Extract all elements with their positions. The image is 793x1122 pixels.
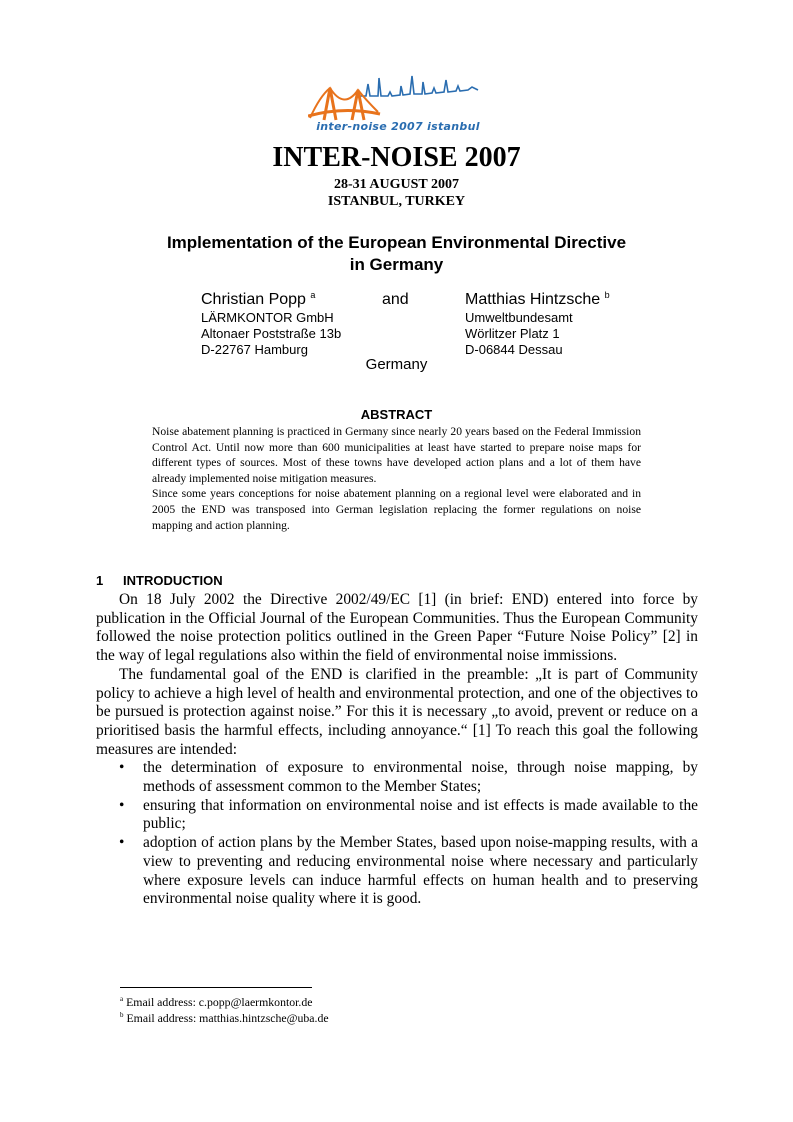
abstract-paragraph-1: Noise abatement planning is practiced in Germany since nearly 20 years based on the Federal Immission Control Act. Until now more than 600 municipalities at least have started to prepare noise maps for different types of sources. Most of these towns have developed action plans and a lot of them have already implemented noise mitigation measures.: [152, 425, 641, 485]
author-conjunction: and: [382, 291, 409, 308]
footnote-b-text: Email address: matthias.hintzsche@uba.de: [126, 1011, 329, 1025]
footnote-b: [120, 1011, 329, 1026]
section-body: [96, 591, 698, 909]
section-number: 1: [96, 573, 104, 588]
author1-mark: a: [310, 290, 316, 300]
abstract-heading: ABSTRACT: [360, 407, 433, 422]
logo-text: inter-noise 2007 istanbul: [316, 120, 480, 133]
author2-org: Umweltbundesamt: [465, 310, 573, 325]
conference-title: INTER-NOISE 2007: [272, 142, 521, 173]
author2-mark: b: [604, 290, 610, 300]
author1-org: LÄRMKONTOR GmbH: [201, 310, 334, 325]
body-paragraph-1: On 18 July 2002 the Directive 2002/49/EC [1] (in brief: END) entered into force by publication in the Official Journal of the European Communities. Thus the European Community followed the noise protection politics outlined in the Green Paper “Future Noise Policy” [2] in the way of legal regulations also within the field of environmental noise immissions.: [96, 591, 698, 665]
author2-affiliation: [465, 310, 573, 358]
paper-title-line1: Implementation of the European Environmental Directive: [166, 233, 627, 252]
author1-city: D-22767 Hamburg: [201, 342, 308, 357]
footnote-divider: [120, 987, 312, 988]
author2-street: Wörlitzer Platz 1: [465, 326, 560, 341]
author1-name-text: Christian Popp: [201, 291, 306, 308]
list-item-text: the determination of exposure to environmental noise, through noise mapping, by methods of assessment common to the Member States;: [143, 759, 698, 796]
bullet-icon: •: [119, 796, 125, 814]
paper-title: [100, 232, 693, 276]
footnote-a-text: Email address: c.popp@laermkontor.de: [126, 995, 313, 1009]
bullet-icon: •: [119, 759, 125, 777]
author1-street: Altonaer Poststraße 13b: [201, 326, 342, 341]
abstract-body: [152, 424, 641, 533]
author1-affiliation: [201, 310, 341, 358]
list-item: [96, 759, 698, 796]
measures-list: [96, 759, 698, 909]
footnote-a: [120, 995, 313, 1010]
author1-name: [201, 291, 315, 309]
author2-name: [465, 291, 610, 309]
bullet-icon: •: [119, 834, 125, 852]
conference-dates: 28-31 AUGUST 2007: [334, 177, 459, 192]
footnote-b-mark: b: [120, 1011, 124, 1019]
list-item-text: adoption of action plans by the Member States, based upon noise-mapping results, with a view to preventing and reducing environmental noise where necessary and particularly where exposure levels can induce harmful effects on human health and to preserving environmental noise quality where it is good.: [143, 834, 698, 908]
list-item: [96, 797, 698, 834]
abstract-paragraph-2: Since some years conceptions for noise abatement planning on a regional level were elaborated and in 2005 the END was transposed into German legislation replacing the former regulations on noise mapping and action planning.: [152, 487, 641, 532]
authors-country: Germany: [365, 356, 428, 373]
section-title: INTRODUCTION: [123, 573, 223, 588]
list-item-text: ensuring that information on environmental noise and ist effects is made available to the public;: [143, 796, 698, 833]
body-paragraph-2: The fundamental goal of the END is clarified in the preamble: „It is part of Community policy to achieve a high level of health and environmental protection, and one of the objectives to be pursued is protection against noise.” For this it is necessary „to avoid, prevent or reduce on a prioritised basis the harmful effects, including annoyance.“ [1] To reach this goal the following measures are intended:: [96, 665, 698, 758]
section-heading: [96, 573, 223, 588]
list-item: [96, 834, 698, 909]
author2-name-text: Matthias Hintzsche: [465, 291, 601, 308]
paper-title-line2: in Germany: [349, 255, 444, 274]
author2-city: D-06844 Dessau: [465, 342, 563, 357]
conference-location: ISTANBUL, TURKEY: [327, 194, 466, 209]
footnote-a-mark: a: [120, 995, 124, 1003]
